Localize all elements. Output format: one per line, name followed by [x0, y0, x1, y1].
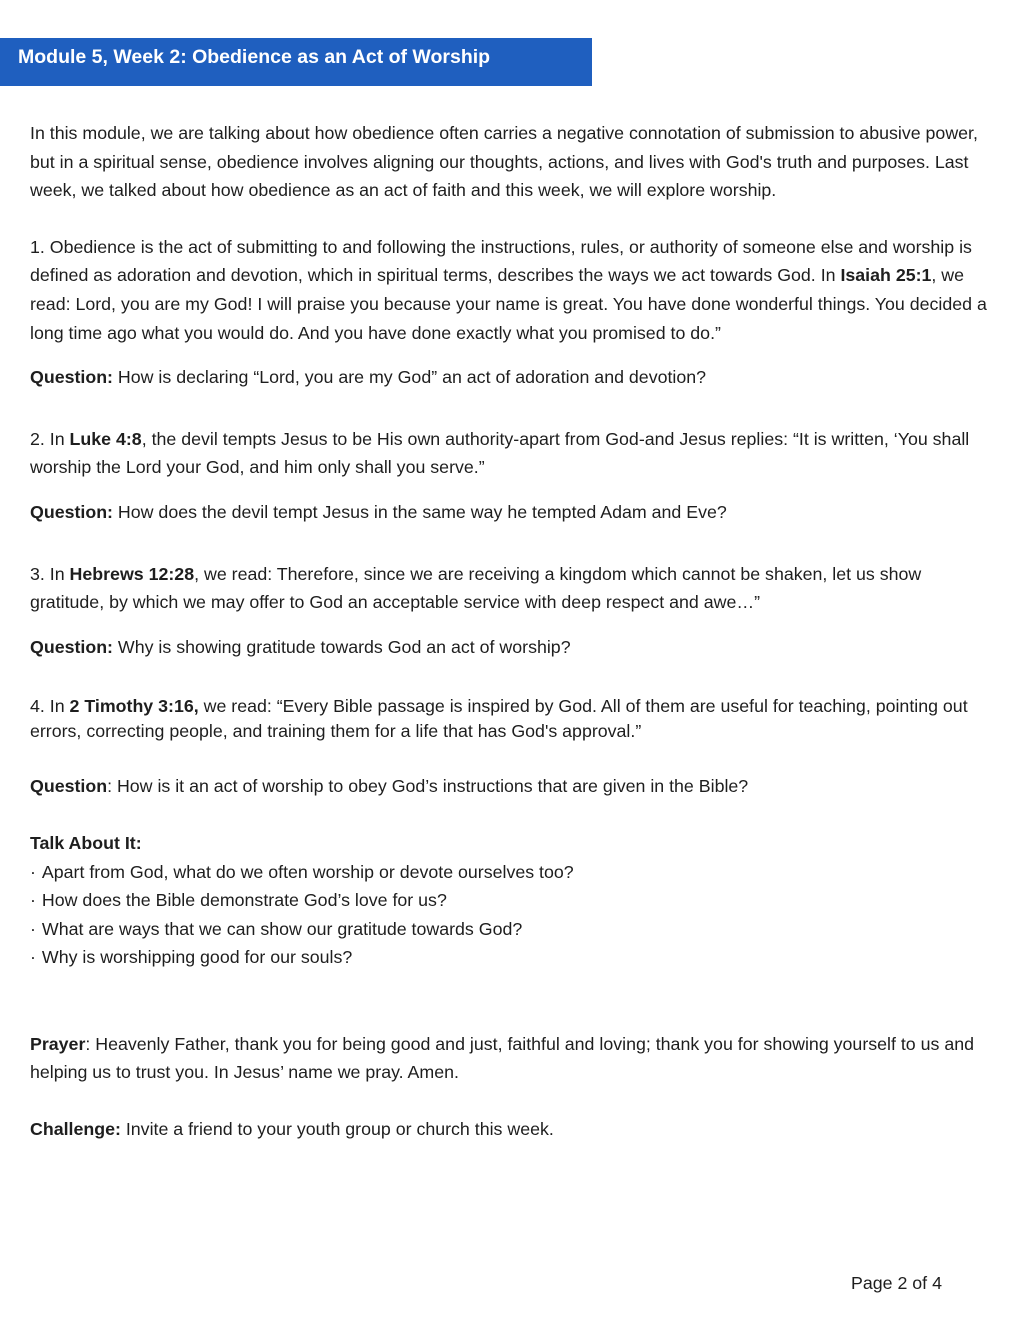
page-title: Module 5, Week 2: Obedience as an Act of Worship: [18, 46, 491, 68]
list-item: [30, 915, 990, 944]
item-2-reference: Luke 4:8: [69, 428, 142, 449]
item-1-quote: , we read: Lord, you are my God! I will praise you because your name is great. You have done wonderful things. You decided a long time ago what you would do. And you have done exactly what you promised to do.”: [30, 265, 987, 343]
item-1-text: 1. Obedience is the act of submitting to and following the instructions, rules, or authority of someone else and worship is defined as adoration and devotion, which in spiritual terms, describes the ways we act towards God. In: [30, 236, 972, 286]
item-4-reference: 2 Timothy 3:16,: [69, 696, 199, 717]
list-item: [30, 858, 990, 887]
list-item-text: Apart from God, what do we often worship or devote ourselves too?: [41, 861, 574, 882]
item-4-question: [30, 772, 990, 801]
item-4-paragraph: [30, 694, 990, 744]
item-2-quote: , the devil tempts Jesus to be His own authority-apart from God-and Jesus replies: “It is written, ‘You shall worship the Lord your God, and him only shall you serve.”: [30, 428, 970, 478]
item-3-question: [30, 633, 990, 662]
bullet-icon: ·: [30, 890, 36, 911]
list-item-text: What are ways that we can show our gratitude towards God?: [41, 918, 523, 939]
question-label: Question: [30, 776, 108, 797]
prayer-label: Prayer: [30, 1033, 86, 1054]
question-text: How is declaring “Lord, you are my God” an act of adoration and devotion?: [112, 367, 707, 388]
item-3-reference: Hebrews 12:28: [69, 563, 195, 584]
question-label: Question:: [30, 501, 113, 522]
bullet-icon: ·: [30, 947, 36, 968]
list-item: [30, 886, 990, 915]
item-2-question: [30, 498, 990, 527]
item-2-text: 2. In: [30, 428, 70, 449]
challenge-text: Invite a friend to your youth group or church this week.: [120, 1119, 554, 1140]
prayer-paragraph: [30, 1030, 990, 1087]
item-1-paragraph: [30, 233, 990, 347]
talk-about-it-heading: [30, 829, 990, 858]
document-body: [30, 119, 990, 1144]
challenge-paragraph: [30, 1115, 990, 1144]
talk-about-it-label: Talk About It:: [30, 832, 142, 853]
intro-paragraph: In this module, we are talking about how obedience often carries a negative connotation of submission to abusive power, but in a spiritual sense, obedience involves aligning our thoughts, actions, and lives with God's truth and purposes. Last week, we talked about how obedience as an act of faith and this week, we will explore worship.: [30, 123, 978, 201]
challenge-label: Challenge:: [30, 1119, 121, 1140]
list-item-text: Why is worshipping good for our souls?: [41, 947, 353, 968]
question-text: : How is it an act of worship to obey God’s instructions that are given in the Bible?: [107, 776, 749, 797]
item-3-paragraph: [30, 560, 990, 617]
question-text: Why is showing gratitude towards God an act of worship?: [112, 636, 571, 657]
item-3-quote: , we read: Therefore, since we are receiving a kingdom which cannot be shaken, let us show gratitude, by which we may offer to God an acceptable service with deep respect and awe…”: [30, 563, 922, 613]
prayer-text: : Heavenly Father, thank you for being good and just, faithful and loving; thank you for showing yourself to us and helping us to trust you. In Jesus’ name we pray. Amen.: [30, 1033, 975, 1083]
list-item: [30, 943, 990, 972]
list-item-text: How does the Bible demonstrate God’s love for us?: [41, 890, 447, 911]
question-text: How does the devil tempt Jesus in the same way he tempted Adam and Eve?: [112, 501, 727, 522]
item-4-text: 4. In: [30, 696, 70, 717]
item-3-text: 3. In: [30, 563, 70, 584]
item-1-question: [30, 363, 990, 392]
item-2-paragraph: [30, 425, 990, 482]
page-number: Page 2 of 4: [851, 1273, 942, 1293]
question-label: Question:: [30, 367, 113, 388]
item-4-quote: we read: “Every Bible passage is inspired by God. All of them are useful for teaching, pointing out errors, correcting people, and training them for a life that has God's approval.”: [30, 696, 968, 742]
talk-about-it-list: [30, 858, 990, 972]
bullet-icon: ·: [30, 861, 36, 882]
question-label: Question:: [30, 636, 113, 657]
bullet-icon: ·: [30, 918, 36, 939]
item-1-reference: Isaiah 25:1: [840, 265, 932, 286]
